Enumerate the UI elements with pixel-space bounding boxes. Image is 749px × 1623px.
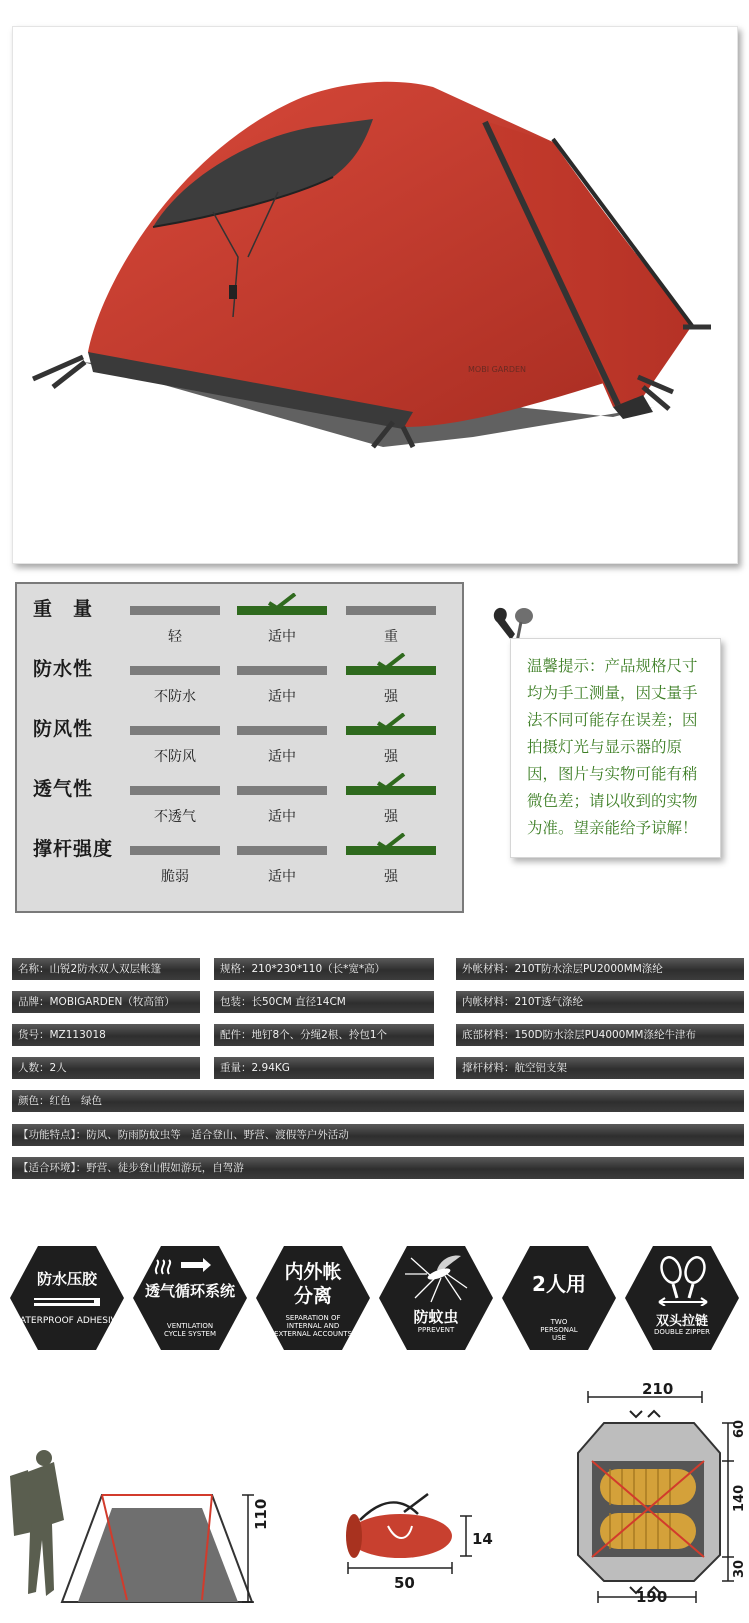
feature-subtitle: VENTILATION CYCLE SYSTEM	[164, 1322, 216, 1338]
rating-bar-2	[237, 846, 327, 855]
feature-separate-tents	[254, 1244, 372, 1352]
rating-bar-2	[237, 726, 327, 735]
rating-option: 强	[384, 749, 398, 765]
feature-title: 透气循环系统	[144, 1282, 235, 1300]
rating-bar-3	[346, 666, 436, 675]
tent-height-diagram	[2, 1440, 272, 1610]
feature-title: 防水压胶	[36, 1270, 97, 1288]
rating-label: 透气性	[33, 778, 94, 800]
spec-environment: 【适合环境】：野营、徒步登山假如游玩，自驾游	[12, 1157, 744, 1179]
spec-inner-material: 内帐材料：210T透气涤纶	[456, 991, 744, 1013]
feature-two-person	[500, 1244, 618, 1352]
spec-brand: 品牌：MOBIGARDEN（牧高笛）	[12, 991, 200, 1013]
rating-bar-2	[237, 666, 327, 675]
feature-subtitle: PPREVENT	[417, 1326, 455, 1334]
rating-option: 适中	[268, 869, 296, 885]
rating-option: 适中	[268, 809, 296, 825]
feature-waterproof-adhesive	[8, 1244, 126, 1352]
rating-bar-3	[346, 726, 436, 735]
tent-illustration	[13, 27, 739, 565]
rating-option: 不透气	[154, 809, 196, 825]
floor-plan-diagram	[570, 1385, 749, 1605]
mosquito-icon	[401, 1252, 471, 1304]
rating-bar-3	[346, 846, 436, 855]
spec-features: 【功能特点】：防风、防雨防蚊虫等 适合登山、野营、渡假等户外活动	[12, 1124, 744, 1146]
rating-label: 撑杆强度	[33, 838, 114, 860]
spec-accessories: 配件：地钉8个、分绳2根、拎包1个	[214, 1024, 434, 1046]
spec-outer-material: 外帐材料：210T防水涂层PU2000MM涤纶	[456, 958, 744, 980]
rating-bar-1	[130, 666, 220, 675]
rating-label: 防水性	[33, 658, 94, 680]
rating-bar-2	[237, 606, 327, 615]
side-a-label: 60	[732, 1419, 747, 1438]
spec-pole-material: 撑杆材料：航空铝支架	[456, 1057, 744, 1079]
rating-bar-1	[130, 786, 220, 795]
svg-text:MOBI GARDEN: MOBI GARDEN	[468, 365, 527, 374]
side-c-label: 30	[732, 1559, 747, 1578]
rating-bar-3	[346, 606, 436, 615]
feature-double-zipper	[623, 1244, 741, 1352]
feature-title: 2人用	[532, 1272, 586, 1296]
rating-option: 重	[384, 629, 398, 645]
spec-packing: 包装：长50CM 直径14CM	[214, 991, 434, 1013]
rating-row-breathability	[17, 764, 462, 824]
rating-row-pole-strength	[17, 824, 462, 884]
feature-anti-mosquito	[377, 1244, 495, 1352]
rating-row-waterproof	[17, 644, 462, 704]
spec-bottom-material: 底部材料：150D防水涂层PU4000MM涤纶牛津布	[456, 1024, 744, 1046]
rating-option: 脆弱	[161, 869, 189, 885]
rating-option: 强	[384, 869, 398, 885]
rating-option: 强	[384, 809, 398, 825]
side-b-label: 140	[732, 1484, 747, 1512]
feature-ventilation	[131, 1244, 249, 1352]
rating-option: 强	[384, 689, 398, 705]
bottom-width-label: 190	[636, 1588, 668, 1606]
rating-label: 重 量	[33, 598, 94, 620]
feature-subtitle: DOUBLE ZIPPER	[654, 1328, 710, 1336]
checkmark-icon	[376, 833, 406, 849]
rating-option: 适中	[268, 749, 296, 765]
spec-persons: 人数：2人	[12, 1057, 200, 1079]
pack-diameter-label: 14	[472, 1530, 493, 1548]
airflow-icon	[153, 1256, 229, 1278]
seal-tape-icon	[34, 1294, 100, 1310]
spec-weight: 重量：2.94KG	[214, 1057, 434, 1079]
feature-title: 内外帐分离	[284, 1261, 342, 1307]
rating-row-weight	[17, 584, 462, 644]
rating-option: 轻	[168, 629, 182, 645]
rating-option: 适中	[268, 689, 296, 705]
checkmark-icon	[267, 593, 297, 609]
feature-subtitle: WATERPROOF ADHESIVE	[11, 1316, 123, 1326]
rating-option: 适中	[268, 629, 296, 645]
feature-subtitle: SEPARATION OF INTERNAL AND EXTERNAL ACCOUNTS	[274, 1314, 352, 1338]
rating-bar-1	[130, 606, 220, 615]
spec-item-number: 货号：MZ113018	[12, 1024, 200, 1046]
hiker-silhouette-icon	[10, 1450, 64, 1596]
rating-option: 不防风	[154, 749, 196, 765]
feature-subtitle: TWO PERSONAL USE	[540, 1318, 578, 1342]
feature-title: 防蚊虫	[413, 1308, 459, 1326]
rating-bar-2	[237, 786, 327, 795]
checkmark-icon	[376, 653, 406, 669]
pack-size-diagram	[340, 1490, 490, 1580]
zipper-icon	[655, 1254, 711, 1306]
pack-length-label: 50	[394, 1574, 415, 1592]
top-width-label: 210	[642, 1380, 674, 1398]
rating-bar-1	[130, 846, 220, 855]
spec-color: 颜色：红色 绿色	[12, 1090, 744, 1112]
checkmark-icon	[376, 773, 406, 789]
notice-card: 温馨提示：产品规格尺寸均为手工测量，因丈量手法不同可能存在误差；因拍摄灯光与显示器的原因，图片与实物可能有稍微色差；请以收到的实物为准。望亲能给予谅解！	[510, 638, 721, 858]
spec-name: 名称：山锐2防水双人双层帐篷	[12, 958, 200, 980]
product-photo	[12, 26, 738, 564]
ratings-panel	[15, 582, 464, 913]
rating-option: 不防水	[154, 689, 196, 705]
feature-title: 双头拉链	[655, 1314, 708, 1329]
checkmark-icon	[376, 713, 406, 729]
height-label: 110	[252, 1498, 270, 1530]
rating-label: 防风性	[33, 718, 94, 740]
spec-size: 规格：210*230*110（长*宽*高）	[214, 958, 434, 980]
rating-row-windproof	[17, 704, 462, 764]
rating-bar-1	[130, 726, 220, 735]
rating-bar-3	[346, 786, 436, 795]
